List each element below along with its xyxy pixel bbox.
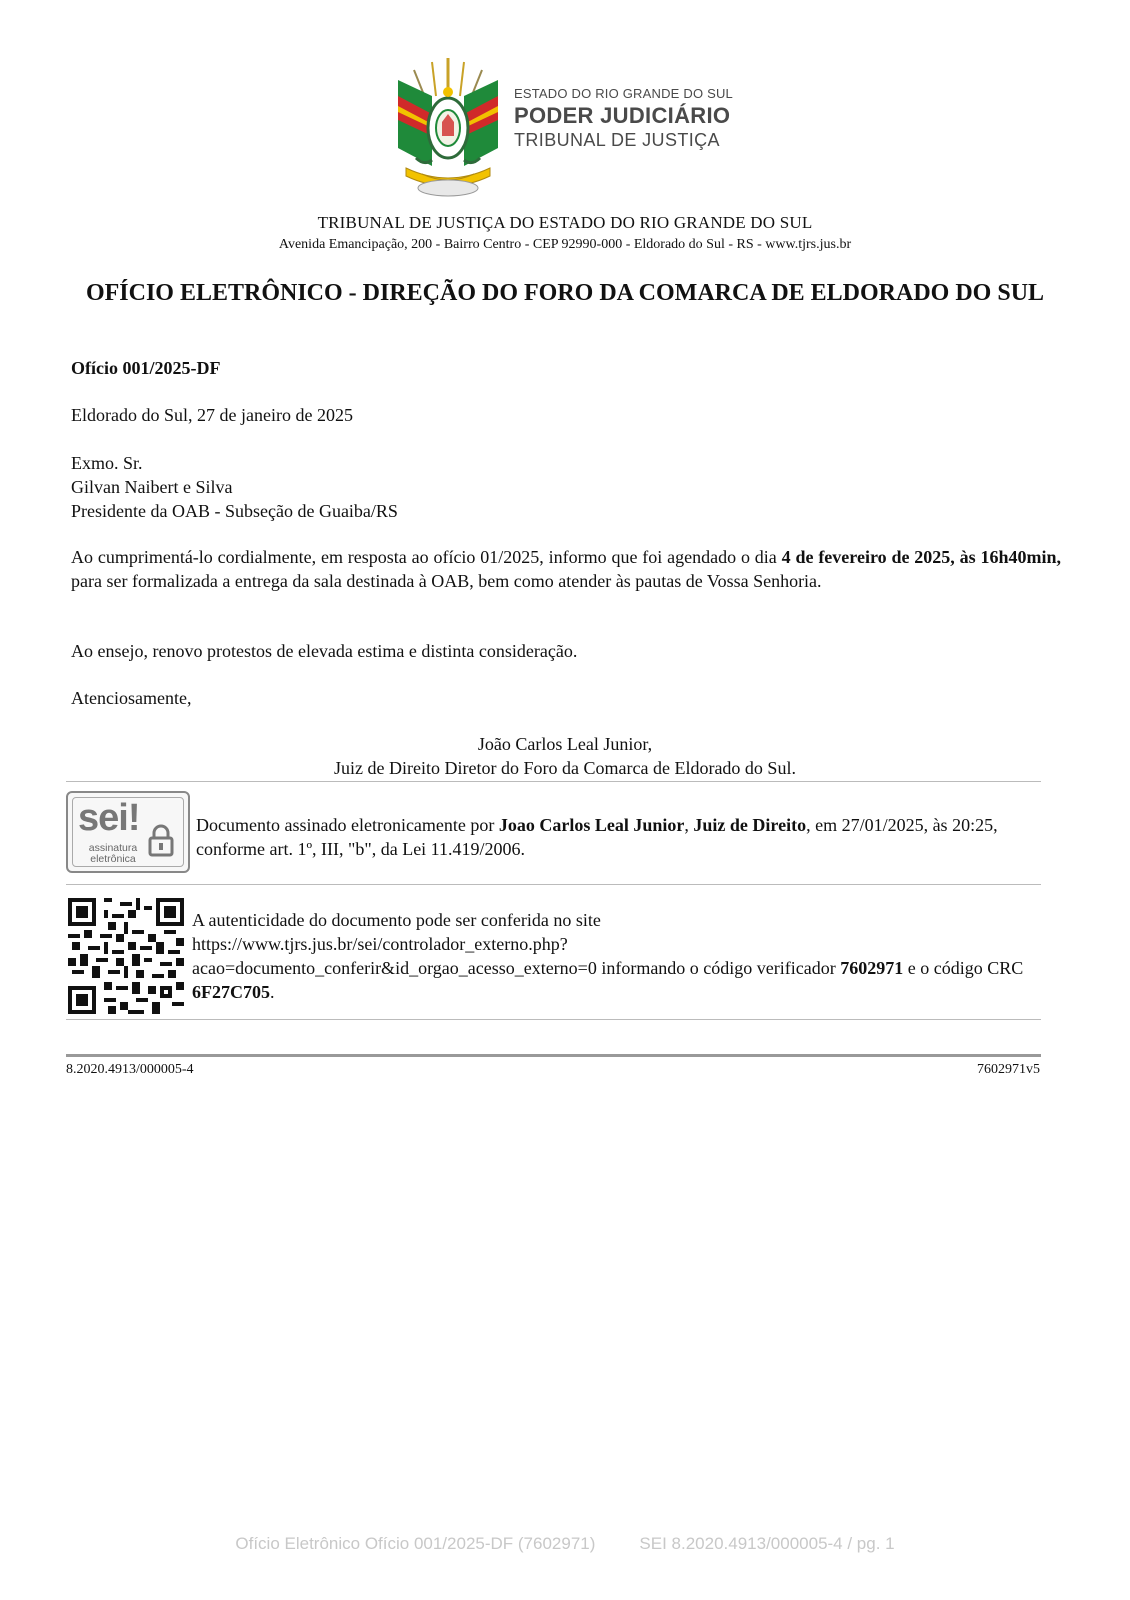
sei-signature-badge bbox=[66, 791, 190, 873]
signer-name: João Carlos Leal Junior, bbox=[477, 734, 653, 754]
signature-signer-role: Juiz de Direito bbox=[693, 815, 807, 835]
authenticity-text: A autenticidade do documento pode ser conferida no site https://www.tjrs.jus.br/sei/controlador_externo.php? acao=documento_conferir&id_orgao_acesso_externo=0 informando o código verificador 7602971 e o código CRC 6F27C705. bbox=[192, 908, 1042, 1004]
recipient-role: Presidente da OAB - Subseção de Guaiba/RS bbox=[71, 501, 398, 521]
recipient-name: Gilvan Naibert e Silva bbox=[71, 477, 233, 497]
document-version: 7602971v5 bbox=[977, 1062, 1040, 1077]
institution-address: Avenida Emancipação, 200 - Bairro Centro - CEP 92990-000 - Eldorado do Sul - RS - www.tjrs.jus.br bbox=[278, 237, 852, 252]
divider bbox=[66, 1019, 1041, 1020]
salutation: Exmo. Sr. bbox=[71, 453, 143, 473]
sei-logo-text: sei! bbox=[78, 797, 140, 839]
institution-name: TRIBUNAL DE JUSTIÇA DO ESTADO DO RIO GRANDE DO SUL bbox=[317, 213, 813, 232]
sei-logo-subtitle: assinatura eletrônica bbox=[88, 842, 138, 865]
body-paragraph-2: Ao ensejo, renovo protestos de elevada estima e distinta consideração. bbox=[71, 641, 578, 661]
body1-text-b: para ser formalizada a entrega da sala destinada à OAB, bem como atender às pautas de Vossa Senhoria. bbox=[71, 571, 822, 591]
coat-of-arms-icon bbox=[392, 56, 504, 202]
closing: Atenciosamente, bbox=[71, 688, 192, 708]
body-paragraph-1 bbox=[71, 545, 1061, 593]
divider bbox=[66, 884, 1041, 885]
place-date: Eldorado do Sul, 27 de janeiro de 2025 bbox=[71, 405, 353, 425]
logo-state: ESTADO DO RIO GRANDE DO SUL bbox=[514, 86, 733, 101]
signature-signer-name: Joao Carlos Leal Junior bbox=[498, 815, 685, 835]
logo-court: TRIBUNAL DE JUSTIÇA bbox=[514, 130, 720, 150]
verification-url[interactable]: https://www.tjrs.jus.br/sei/controlador_externo.php? bbox=[192, 934, 568, 954]
footer-divider bbox=[66, 1054, 1041, 1057]
document-title: OFÍCIO ELETRÔNICO - DIREÇÃO DO FORO DA COMARCA DE ELDORADO DO SUL bbox=[85, 280, 1045, 306]
electronic-signature-text: Documento assinado eletronicamente por Joao Carlos Leal Junior, Juiz de Direito, em 27/01/2025, às 20:25, conforme art. 1º, III, "b", da Lei 11.419/2006. bbox=[196, 815, 998, 859]
process-number: 8.2020.4913/000005-4 bbox=[66, 1062, 194, 1077]
signer-role: Juiz de Direito Diretor do Foro da Comarca de Eldorado do Sul. bbox=[334, 758, 796, 778]
logo-judiciary: PODER JUDICIÁRIO bbox=[514, 103, 731, 128]
page-footer-process: SEI 8.2020.4913/000005-4 / pg. 1 bbox=[639, 1534, 895, 1553]
qr-code-icon[interactable] bbox=[68, 898, 184, 1014]
lock-icon bbox=[148, 823, 174, 857]
office-number: Ofício 001/2025-DF bbox=[71, 358, 221, 378]
crc-code: 6F27C705 bbox=[192, 982, 270, 1002]
body1-date-bold: 4 de fevereiro de 2025, às 16h40min, bbox=[781, 547, 1062, 567]
verifier-code: 7602971 bbox=[840, 958, 904, 978]
page-footer bbox=[0, 1534, 1130, 1554]
page-footer-document: Ofício Eletrônico Ofício 001/2025-DF (7602971) bbox=[235, 1534, 596, 1553]
court-logo bbox=[392, 56, 752, 202]
body1-text-a: Ao cumprimentá-lo cordialmente, em resposta ao ofício 01/2025, informo que foi agendado o dia bbox=[71, 547, 782, 567]
addressee-block bbox=[71, 451, 1061, 523]
divider bbox=[66, 781, 1041, 782]
verification-url-params[interactable]: acao=documento_conferir&id_orgao_acesso_externo=0 bbox=[192, 958, 597, 978]
logo-text bbox=[514, 86, 733, 151]
